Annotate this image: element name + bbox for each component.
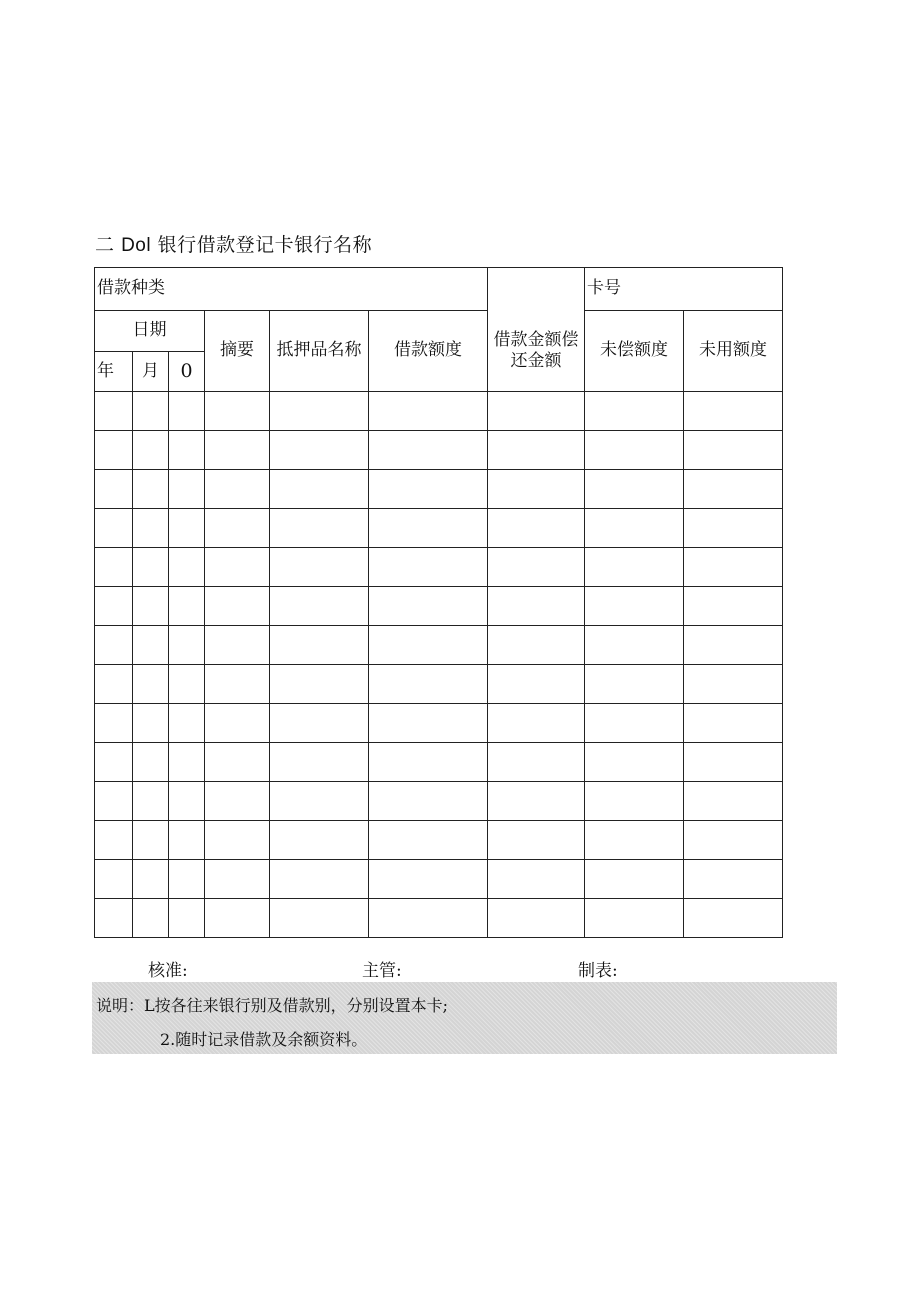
title-text: 银行借款登记卡银行名称 — [157, 234, 373, 256]
table-cell[interactable] — [169, 821, 205, 860]
card-no-cell[interactable] — [585, 268, 783, 311]
table-cell[interactable] — [488, 587, 585, 626]
loan-amount-header — [369, 311, 488, 392]
table-cell[interactable] — [133, 743, 169, 782]
day-header — [169, 352, 205, 392]
card-title — [95, 230, 372, 257]
loan-type-cell[interactable] — [95, 268, 488, 311]
table-cell[interactable] — [585, 821, 684, 860]
table-cell[interactable] — [133, 704, 169, 743]
card-no-label: 卡号 — [587, 278, 622, 299]
repay-header — [488, 311, 585, 392]
table-cell[interactable] — [585, 782, 684, 821]
table-cell[interactable] — [585, 665, 684, 704]
table-cell[interactable] — [169, 509, 205, 548]
table-cell[interactable] — [169, 587, 205, 626]
table-cell[interactable] — [95, 431, 133, 470]
preparer-label: 制表: — [578, 961, 618, 981]
supervisor-label: 主管: — [362, 961, 402, 981]
month-header — [133, 352, 169, 392]
table-row — [95, 782, 783, 821]
table-cell[interactable] — [205, 587, 270, 626]
date-header — [95, 311, 205, 352]
table-cell[interactable] — [585, 509, 684, 548]
table-row — [95, 704, 783, 743]
table-cell[interactable] — [270, 392, 369, 431]
table-cell[interactable] — [684, 509, 783, 548]
table-cell[interactable] — [585, 899, 684, 938]
collateral-label: 抵押品名称 — [276, 340, 362, 361]
table-cell[interactable] — [133, 782, 169, 821]
table-cell[interactable] — [270, 704, 369, 743]
table-cell[interactable] — [585, 743, 684, 782]
table-cell[interactable] — [169, 743, 205, 782]
table-cell[interactable] — [270, 860, 369, 899]
table-cell[interactable] — [684, 860, 783, 899]
table-row — [95, 392, 783, 431]
table-cell[interactable] — [488, 431, 585, 470]
table-cell[interactable] — [205, 860, 270, 899]
approve-label: 核准: — [148, 961, 188, 981]
table-cell[interactable] — [684, 470, 783, 509]
summary-label: 摘要 — [220, 340, 254, 361]
table-cell[interactable] — [169, 665, 205, 704]
table-cell[interactable] — [205, 470, 270, 509]
table-cell[interactable] — [270, 821, 369, 860]
collateral-header — [270, 311, 369, 392]
table-cell[interactable] — [684, 743, 783, 782]
table-cell[interactable] — [169, 392, 205, 431]
table-cell[interactable] — [684, 899, 783, 938]
table-cell[interactable] — [488, 821, 585, 860]
table-cell[interactable] — [133, 431, 169, 470]
table-cell[interactable] — [95, 860, 133, 899]
table-cell[interactable] — [205, 665, 270, 704]
table-cell[interactable] — [369, 665, 488, 704]
table-row — [95, 743, 783, 782]
note-line-1: 说明：L按各往来银行别及借款别，分别设置本卡; — [96, 996, 449, 1015]
table-cell[interactable] — [133, 548, 169, 587]
table-cell[interactable] — [369, 704, 488, 743]
table-row — [95, 626, 783, 665]
table-cell[interactable] — [133, 587, 169, 626]
table-row — [95, 431, 783, 470]
header-gap-cell — [488, 268, 585, 311]
summary-header — [205, 311, 270, 392]
table-cell[interactable] — [169, 860, 205, 899]
table-cell[interactable] — [95, 821, 133, 860]
title-prefix: 二 — [95, 234, 115, 256]
table-cell[interactable] — [684, 821, 783, 860]
table-cell[interactable] — [369, 626, 488, 665]
table-cell[interactable] — [684, 665, 783, 704]
loan-amount-label: 借款额度 — [394, 340, 463, 361]
note-line-2: 2.随时记录借款及余额资料。 — [160, 1030, 368, 1049]
table-cell[interactable] — [585, 626, 684, 665]
table-cell[interactable] — [488, 548, 585, 587]
table-cell[interactable] — [684, 587, 783, 626]
table-cell[interactable] — [95, 743, 133, 782]
table-cell[interactable] — [133, 626, 169, 665]
table-cell[interactable] — [270, 626, 369, 665]
table-cell[interactable] — [95, 470, 133, 509]
table-cell[interactable] — [369, 782, 488, 821]
table-cell[interactable] — [488, 509, 585, 548]
table-cell[interactable] — [169, 899, 205, 938]
table-cell[interactable] — [169, 548, 205, 587]
table-cell[interactable] — [95, 509, 133, 548]
table-cell[interactable] — [684, 704, 783, 743]
table-row — [95, 548, 783, 587]
table-cell[interactable] — [585, 431, 684, 470]
table-cell[interactable] — [684, 392, 783, 431]
title-latin: Dol — [121, 235, 152, 256]
signature-line — [0, 956, 920, 980]
table-cell[interactable] — [133, 821, 169, 860]
header-row-top — [95, 268, 783, 311]
table-cell[interactable] — [205, 392, 270, 431]
table-cell[interactable] — [95, 392, 133, 431]
table-cell[interactable] — [169, 626, 205, 665]
table-cell[interactable] — [133, 899, 169, 938]
table-cell[interactable] — [169, 704, 205, 743]
table-cell[interactable] — [684, 782, 783, 821]
table-cell[interactable] — [133, 509, 169, 548]
table-cell[interactable] — [585, 587, 684, 626]
table-cell[interactable] — [169, 782, 205, 821]
instructions-note — [92, 982, 837, 1054]
table-cell[interactable] — [488, 899, 585, 938]
table-cell[interactable] — [369, 860, 488, 899]
table-row — [95, 509, 783, 548]
table-cell[interactable] — [585, 704, 684, 743]
table-row — [95, 470, 783, 509]
table-row — [95, 665, 783, 704]
table-cell[interactable] — [488, 392, 585, 431]
table-cell[interactable] — [270, 548, 369, 587]
table-cell[interactable] — [95, 782, 133, 821]
table-cell[interactable] — [205, 821, 270, 860]
table-cell[interactable] — [169, 431, 205, 470]
table-cell[interactable] — [488, 704, 585, 743]
loan-register-table — [94, 267, 783, 938]
table-cell[interactable] — [205, 548, 270, 587]
table-cell[interactable] — [585, 392, 684, 431]
table-body — [95, 392, 783, 938]
table-cell[interactable] — [95, 626, 133, 665]
table-cell[interactable] — [270, 587, 369, 626]
table-cell[interactable] — [369, 509, 488, 548]
table-row — [95, 899, 783, 938]
loan-type-label: 借款种类 — [97, 278, 165, 299]
table-cell[interactable] — [488, 626, 585, 665]
table-cell[interactable] — [95, 704, 133, 743]
table-cell[interactable] — [95, 899, 133, 938]
table-cell[interactable] — [369, 743, 488, 782]
table-cell[interactable] — [369, 392, 488, 431]
table-cell[interactable] — [205, 743, 270, 782]
unpaid-header — [585, 311, 684, 392]
table-cell[interactable] — [205, 899, 270, 938]
table-cell[interactable] — [585, 470, 684, 509]
table-cell[interactable] — [270, 665, 369, 704]
table-cell[interactable] — [488, 860, 585, 899]
table-cell[interactable] — [369, 821, 488, 860]
unpaid-label: 未偿额度 — [600, 340, 669, 361]
unused-label: 未用额度 — [699, 340, 768, 361]
month-label: 月 — [142, 360, 159, 381]
table-cell[interactable] — [205, 431, 270, 470]
table-cell[interactable] — [169, 470, 205, 509]
repay-label-line1: 借款金额偿 — [493, 329, 579, 350]
table-cell[interactable] — [369, 470, 488, 509]
table-row — [95, 821, 783, 860]
table-cell[interactable] — [270, 470, 369, 509]
table-cell[interactable] — [684, 626, 783, 665]
day-label: 0 — [180, 359, 193, 382]
table-cell[interactable] — [205, 509, 270, 548]
unused-header — [684, 311, 783, 392]
table-cell[interactable] — [270, 782, 369, 821]
table-cell[interactable] — [488, 665, 585, 704]
table-cell[interactable] — [270, 743, 369, 782]
table-cell[interactable] — [133, 860, 169, 899]
table-cell[interactable] — [488, 743, 585, 782]
header-row-mid — [95, 311, 783, 352]
table-cell[interactable] — [205, 782, 270, 821]
table-cell[interactable] — [95, 587, 133, 626]
table-cell[interactable] — [205, 626, 270, 665]
table-row — [95, 860, 783, 899]
table-cell[interactable] — [270, 431, 369, 470]
table-cell[interactable] — [488, 782, 585, 821]
table-row — [95, 587, 783, 626]
year-label: 年 — [97, 360, 114, 381]
table-cell[interactable] — [369, 587, 488, 626]
table-cell[interactable] — [684, 431, 783, 470]
table-cell[interactable] — [95, 665, 133, 704]
table-cell[interactable] — [684, 548, 783, 587]
table-cell[interactable] — [369, 548, 488, 587]
table-cell[interactable] — [585, 860, 684, 899]
table-cell[interactable] — [95, 548, 133, 587]
table-cell[interactable] — [270, 899, 369, 938]
table-cell[interactable] — [488, 470, 585, 509]
table-cell[interactable] — [205, 704, 270, 743]
table-cell[interactable] — [133, 665, 169, 704]
table-cell[interactable] — [369, 899, 488, 938]
year-header — [95, 352, 133, 392]
table-cell[interactable] — [369, 431, 488, 470]
date-label: 日期 — [132, 320, 167, 341]
table-cell[interactable] — [585, 548, 684, 587]
table-cell[interactable] — [133, 392, 169, 431]
repay-label-line2: 还金额 — [510, 350, 562, 371]
table-cell[interactable] — [133, 470, 169, 509]
table-cell[interactable] — [270, 509, 369, 548]
